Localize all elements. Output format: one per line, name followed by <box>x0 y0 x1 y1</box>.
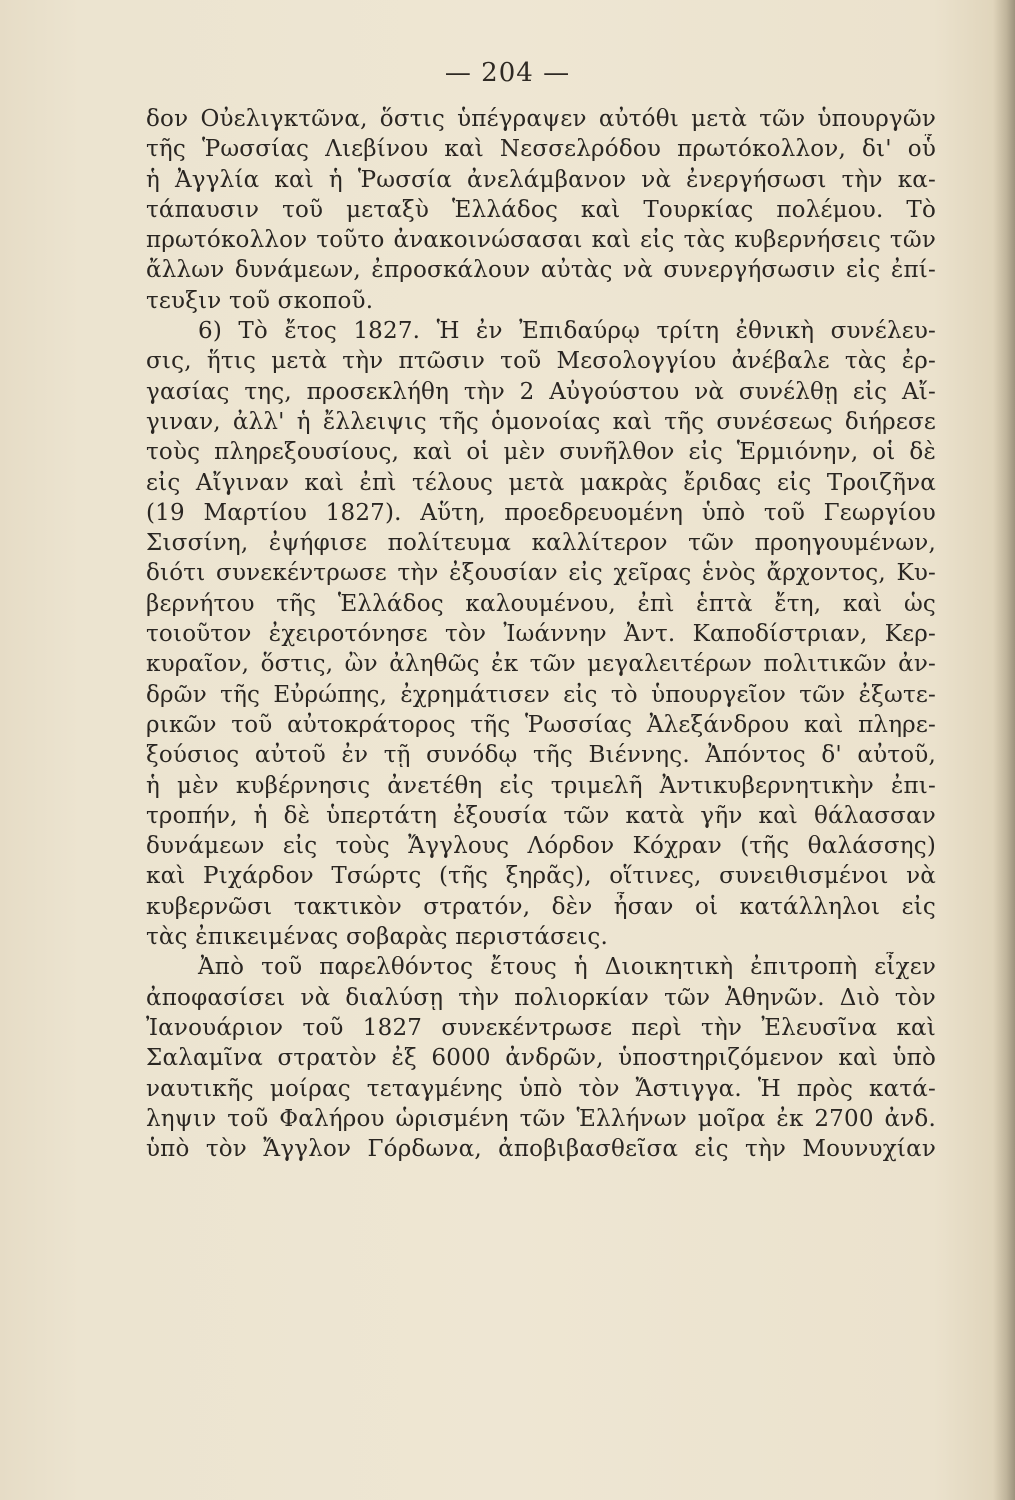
text-line: εἰς Αἴγιναν καὶ ἐπὶ τέλους μετὰ μακρὰς ἔριδας εἰς Τροιζῆνα <box>146 469 936 496</box>
text-line: δυνάμεων εἰς τοὺς Ἄγγλους Λόρδον Κόχραν (τῆς θαλάσσης) <box>146 833 936 860</box>
text-line: ἡ Ἀγγλία καὶ ἡ Ῥωσσία ἀνελάμβανον νὰ ἐνεργήσωσι τὴν κα- <box>146 166 936 193</box>
text-line: τῆς Ῥωσσίας Λιεβίνου καὶ Νεσσελρόδου πρωτόκολλον, δι' οὗ <box>146 136 936 163</box>
text-line: δον Οὐελιγκτῶνα, ὅστις ὑπέγραψεν αὐτόθι μετὰ τῶν ὑπουργῶν <box>146 106 936 132</box>
text-line: γιναν, ἀλλ' ἡ ἔλλειψις τῆς ὁμονοίας καὶ τῆς συνέσεως διήρεσε <box>146 408 936 435</box>
text-line: τοὺς πληρεξουσίους, καὶ οἱ μὲν συνῆλθον εἰς Ἑρμιόνην, οἱ δὲ <box>146 439 936 466</box>
text-line: δρῶν τῆς Εὐρώπης, ἐχρημάτισεν εἰς τὸ ὑπουργεῖον τῶν ἐξωτε- <box>146 681 936 708</box>
text-line: Σισσίνη, ἐψήφισε πολίτευμα καλλίτερον τῶν προηγουμένων, <box>146 530 936 557</box>
text-line: τάπαυσιν τοῦ μεταξὺ Ἑλλάδος καὶ Τουρκίας πολέμου. Τὸ <box>146 196 936 223</box>
text-line: τὰς ἐπικειμένας σοβαρὰς περιστάσεις. <box>146 924 608 951</box>
text-line: κυραῖον, ὅστις, ὢν ἀληθῶς ἐκ τῶν μεγαλειτέρων πολιτικῶν ἀν- <box>146 651 936 678</box>
text-line: τευξιν τοῦ σκοποῦ. <box>146 287 374 314</box>
text-line: κυβερνῶσι τακτικὸν στρατόν, δὲν ἦσαν οἱ κατάλληλοι εἰς <box>146 893 936 920</box>
text-line: (19 Μαρτίου 1827). Αὕτη, προεδρευομένη ὑπὸ τοῦ Γεωργίου <box>146 499 936 526</box>
text-line: ληψιν τοῦ Φαλήρου ὡρισμένη τῶν Ἑλλήνων μοῖρα ἐκ 2700 ἀνδ. <box>146 1105 936 1132</box>
body-text <box>146 104 936 1164</box>
paragraph-start-line: Ἀπὸ τοῦ παρελθόντος ἔτους ἡ Διοικητικὴ ἐπιτροπὴ εἶχεν <box>198 954 936 981</box>
text-line: γασίας της, προσεκλήθη τὴν 2 Αὐγούστου νὰ συνέλθῃ εἰς Αἴ- <box>146 378 936 405</box>
text-line: καὶ Ριχάρδον Τσώρτς (τῆς ξηρᾶς), οἵτινες, συνειθισμένοι νὰ <box>146 863 936 890</box>
text-line: σις, ἥτις μετὰ τὴν πτῶσιν τοῦ Μεσολογγίου ἀνέβαλε τὰς ἐρ- <box>146 348 936 375</box>
text-line: Ἰανουάριον τοῦ 1827 συνεκέντρωσε περὶ τὴν Ἐλευσῖνα καὶ <box>146 1014 936 1041</box>
text-line: διότι συνεκέντρωσε τὴν ἐξουσίαν εἰς χεῖρας ἑνὸς ἄρχοντος, Κυ- <box>146 560 936 587</box>
text-line: ρικῶν τοῦ αὐτοκράτορος τῆς Ῥωσσίας Ἀλεξάνδρου καὶ πληρε- <box>146 711 936 738</box>
text-line: ὑπὸ τὸν Ἄγγλον Γόρδωνα, ἀποβιβασθεῖσα εἰς τὴν Μουνυχίαν <box>146 1136 936 1163</box>
text-line: ἡ μὲν κυβέρνησις ἀνετέθη εἰς τριμελῆ Ἀντικυβερνητικὴν ἐπι- <box>146 772 936 799</box>
text-line: ναυτικῆς μοίρας τεταγμένης ὑπὸ τὸν Ἄστιγγα. Ἡ πρὸς κατά- <box>146 1075 936 1102</box>
text-line: πρωτόκολλον τοῦτο ἀνακοινώσασαι καὶ εἰς τὰς κυβερνήσεις τῶν <box>146 227 936 254</box>
text-line: τροπήν, ἡ δὲ ὑπερτάτη ἐξουσία τῶν κατὰ γῆν καὶ θάλασσαν <box>146 802 936 829</box>
page-edge-shadow <box>993 0 1015 1500</box>
text-line: ἄλλων δυνάμεων, ἐπροσκάλουν αὐτὰς νὰ συνεργήσωσιν εἰς ἐπί- <box>146 257 936 284</box>
section-heading-line: 6) Τὸ ἔτος 1827. Ἡ ἐν Ἐπιδαύρῳ τρίτη ἐθνικὴ συνέλευ- <box>198 318 936 345</box>
text-line: ἀποφασίσει νὰ διαλύσῃ τὴν πολιορκίαν τῶν Ἀθηνῶν. Διὸ τὸν <box>146 984 936 1011</box>
text-line: Σαλαμῖνα στρατὸν ἐξ 6000 ἀνδρῶν, ὑποστηριζόμενον καὶ ὑπὸ <box>146 1045 936 1072</box>
text-line: βερνήτου τῆς Ἑλλάδος καλουμένου, ἐπὶ ἑπτὰ ἔτη, καὶ ὡς <box>146 590 936 617</box>
text-line: τοιοῦτον ἐχειροτόνησε τὸν Ἰωάννην Ἀντ. Καποδίστριαν, Κερ- <box>146 621 936 648</box>
page-number: — 204 — <box>444 58 571 88</box>
text-line: ξούσιος αὐτοῦ ἐν τῇ συνόδῳ τῆς Βιέννης. Ἀπόντος δ' αὐτοῦ, <box>146 742 936 769</box>
